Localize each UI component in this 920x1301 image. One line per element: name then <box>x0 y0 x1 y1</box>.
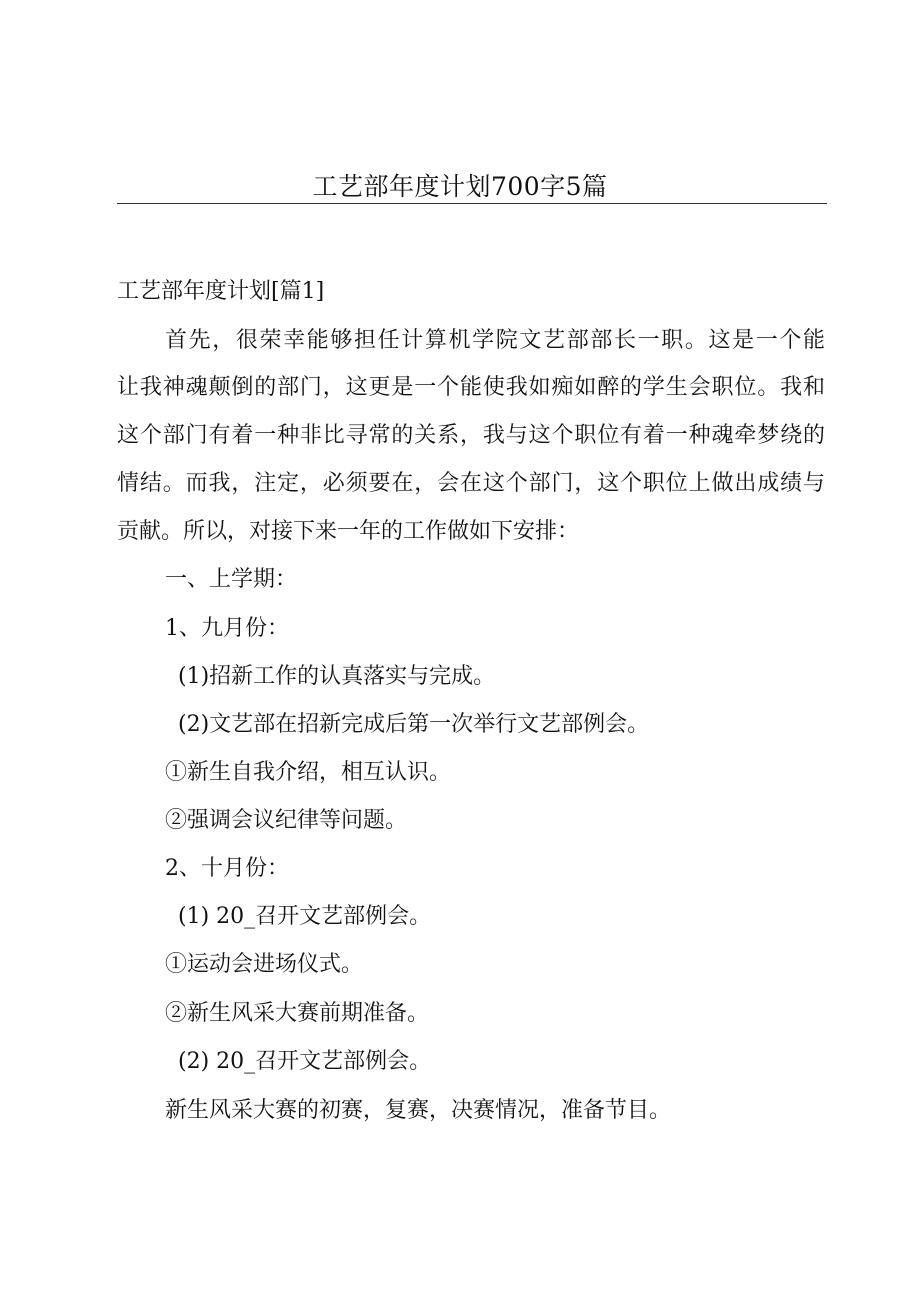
list-item: (2) 20_召开文艺部例会。 <box>178 1049 432 1074</box>
list-item: 1、九月份： <box>165 616 289 641</box>
list-item: 2、十月份： <box>165 856 289 881</box>
list-item: ①运动会进场仪式。 <box>165 952 364 977</box>
list-item: ①新生自我介绍，相互认识。 <box>165 760 452 785</box>
list-item: (1)招新工作的认真落实与完成。 <box>178 664 496 689</box>
list-item: ②强调会议纪律等问题。 <box>165 808 408 833</box>
list-item: 一、上学期： <box>165 567 298 592</box>
list-item: (1) 20_召开文艺部例会。 <box>178 904 432 929</box>
paragraph-line: 贡献。所以，对接下来一年的工作做如下安排： <box>117 519 580 544</box>
paragraph-line: 情结。而我，注定，必须要在，会在这个部门，这个职位上做出成绩与 <box>117 471 825 496</box>
section-heading: 工艺部年度计划[篇1] <box>117 279 325 304</box>
list-item: 新生风采大赛的初赛，复赛，决赛情况，准备节目。 <box>165 1098 672 1123</box>
paragraph-line: 首先，很荣幸能够担任计算机学院文艺部部长一职。这是一个能 <box>165 328 825 353</box>
paragraph-line: 让我神魂颠倒的部门，这更是一个能使我如痴如醉的学生会职位。我和 <box>117 375 825 400</box>
title-underline <box>117 203 827 204</box>
paragraph-line: 这个部门有着一种非比寻常的关系，我与这个职位有着一种魂牵梦绕的 <box>117 423 825 448</box>
list-item: ②新生风采大赛前期准备。 <box>165 1001 430 1026</box>
document-title: 工艺部年度计划700字5篇 <box>312 172 608 201</box>
list-item: (2)文艺部在招新完成后第一次举行文艺部例会。 <box>178 712 650 737</box>
